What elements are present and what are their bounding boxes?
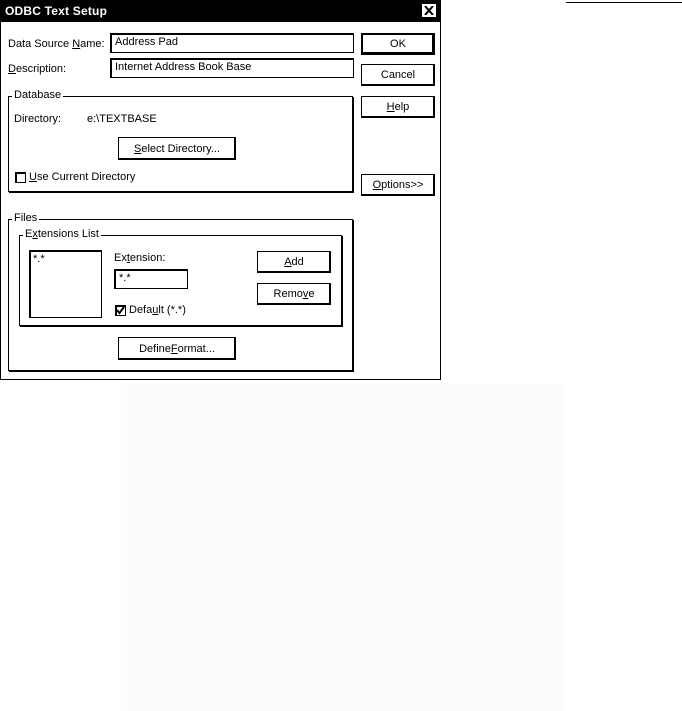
extension-field[interactable]: *.*	[114, 269, 188, 289]
options-button[interactable]: O ptions>>	[361, 174, 435, 196]
background-panel	[121, 383, 565, 711]
odbc-text-setup-dialog	[0, 0, 441, 380]
data-source-name-label: Data Source Name:	[8, 38, 105, 50]
list-item[interactable]: *.*	[33, 253, 45, 265]
data-source-name-field[interactable]: Address Pad	[110, 33, 354, 53]
default-checkbox[interactable]	[115, 305, 126, 316]
directory-value: e:\TEXTBASE	[87, 113, 157, 125]
add-button[interactable]: A dd	[257, 251, 331, 273]
directory-label: Directory:	[14, 113, 62, 125]
description-field[interactable]: Internet Address Book Base	[110, 58, 354, 78]
cancel-button[interactable]: Cancel	[361, 64, 435, 86]
description-label: Description:	[8, 63, 67, 75]
database-group-title: Database	[14, 89, 62, 101]
help-button[interactable]: H elp	[361, 96, 435, 118]
checkmark-icon	[116, 306, 125, 315]
use-current-directory-checkbox[interactable]	[15, 172, 26, 183]
title-bar	[1, 1, 440, 22]
close-button[interactable]	[422, 4, 436, 17]
extensions-list-title: Extensions List	[25, 228, 99, 240]
close-icon	[424, 6, 434, 15]
define-format-button[interactable]: Define F ormat...	[118, 337, 236, 360]
window-title: ODBC Text Setup	[5, 4, 108, 18]
select-directory-button[interactable]: S elect Directory...	[118, 137, 236, 160]
default-label: Default (*.*)	[129, 304, 186, 316]
remove-button[interactable]: Remo v e	[257, 283, 331, 305]
divider-line	[566, 2, 682, 3]
use-current-directory-label: Use Current Directory	[29, 171, 136, 183]
extension-label: Extension:	[114, 252, 166, 264]
files-group-title: Files	[14, 212, 38, 224]
extensions-listbox[interactable]	[29, 250, 102, 318]
ok-button[interactable]: OK	[361, 33, 435, 55]
